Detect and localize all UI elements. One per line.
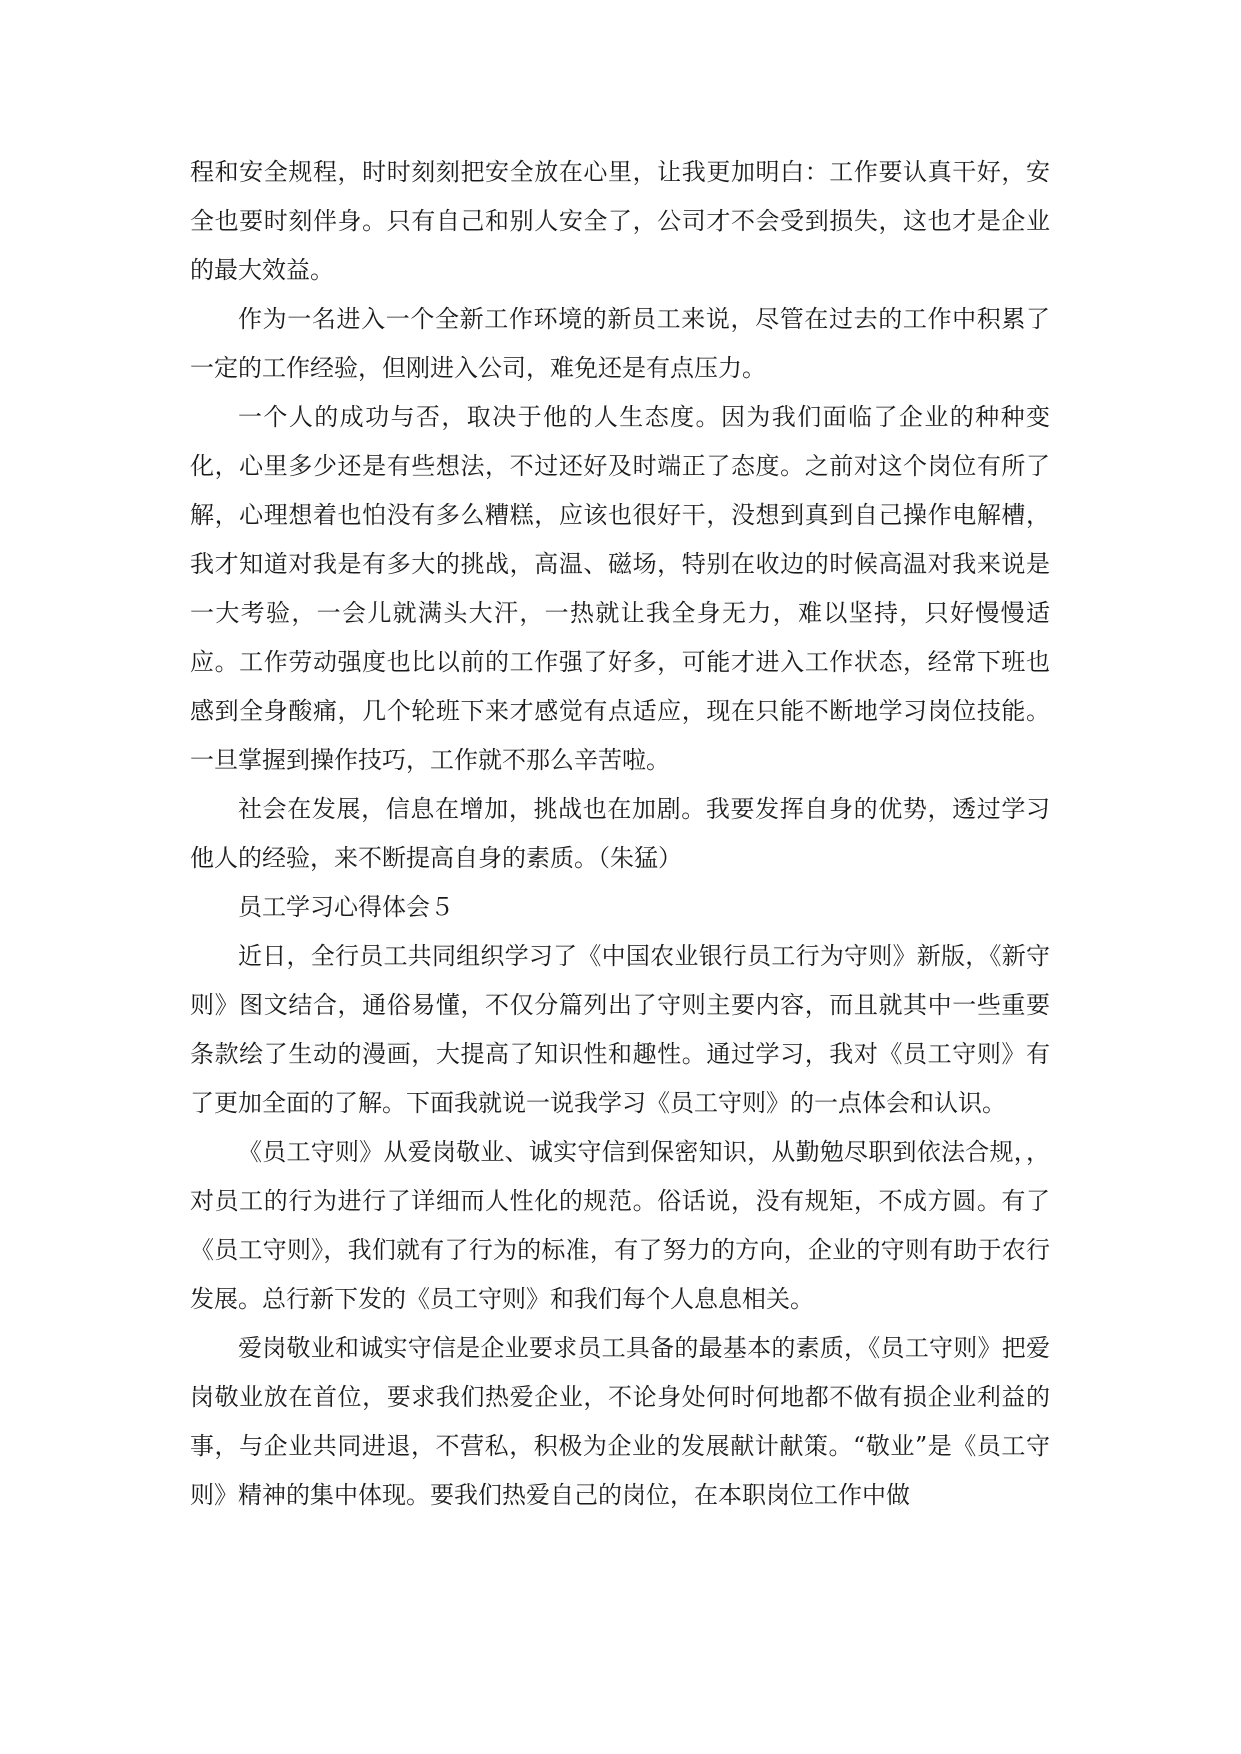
document-body [190, 148, 1050, 1520]
paragraph-attitude: 一个人的成功与否，取决于他的人生态度。因为我们面临了企业的种种变化，心里多少还是有些想法，不过还好及时端正了态度。之前对这个岗位有所了解，心理想着也怕没有多么糟糕，应该也很好干，没想到真到自己操作电解槽，我才知道对我是有多大的挑战，高温、磁场，特别在收边的时候高温对我来说是一大考验，一会儿就满头大汗，一热就让我全身无力，难以坚持，只好慢慢适应。工作劳动强度也比以前的工作强了好多，可能才进入工作状态，经常下班也感到全身酸痛，几个轮班下来才感觉有点适应，现在只能不断地学习岗位技能。一旦掌握到操作技巧，工作就不那么辛苦啦。 [190, 403, 1050, 774]
paragraph-society: 社会在发展，信息在增加，挑战也在加剧。我要发挥自身的优势，透过学习他人的经验，来不断提高自身的素质。（朱猛） [190, 795, 1050, 872]
section-heading: 员工学习心得体会５ [238, 893, 454, 921]
paragraph-dedication: 爱岗敬业和诚实守信是企业要求员工具备的最基本的素质，《员工守则》把爱岗敬业放在首位，要求我们热爱企业，不论身处何时何地都不做有损企业利益的事，与企业共同进退，不营私，积极为企业的发展献计献策。“敬业”是《员工守则》精神的集中体现。要我们热爱自己的岗位，在本职岗位工作中做 [190, 1334, 1050, 1509]
paragraph-code-scope: 《员工守则》从爱岗敬业、诚实守信到保密知识，从勤勉尽职到依法合规，，对员工的行为进行了详细而人性化的规范。俗话说，没有规矩，不成方圆。有了《员工守则》，我们就有了行为的标准，有了努力的方向，企业的守则有助于农行发展。总行新下发的《员工守则》和我们每个人息息相关。 [190, 1138, 1050, 1313]
paragraph-code-study: 近日，全行员工共同组织学习了《中国农业银行员工行为守则》新版，《新守则》图文结合，通俗易懂，不仅分篇列出了守则主要内容，而且就其中一些重要条款绘了生动的漫画，大提高了知识性和趣性。通过学习，我对《员工守则》有了更加全面的了解。下面我就说一说我学习《员工守则》的一点体会和认识。 [190, 942, 1050, 1117]
paragraph-safety-conclusion: 程和安全规程，时时刻刻把安全放在心里，让我更加明白：工作要认真干好，安全也要时刻伴身。只有自己和别人安全了，公司才不会受到损失，这也才是企业的最大效益。 [190, 158, 1050, 284]
paragraph-new-employee: 作为一名进入一个全新工作环境的新员工来说，尽管在过去的工作中积累了一定的工作经验，但刚进入公司，难免还是有点压力。 [190, 305, 1050, 382]
